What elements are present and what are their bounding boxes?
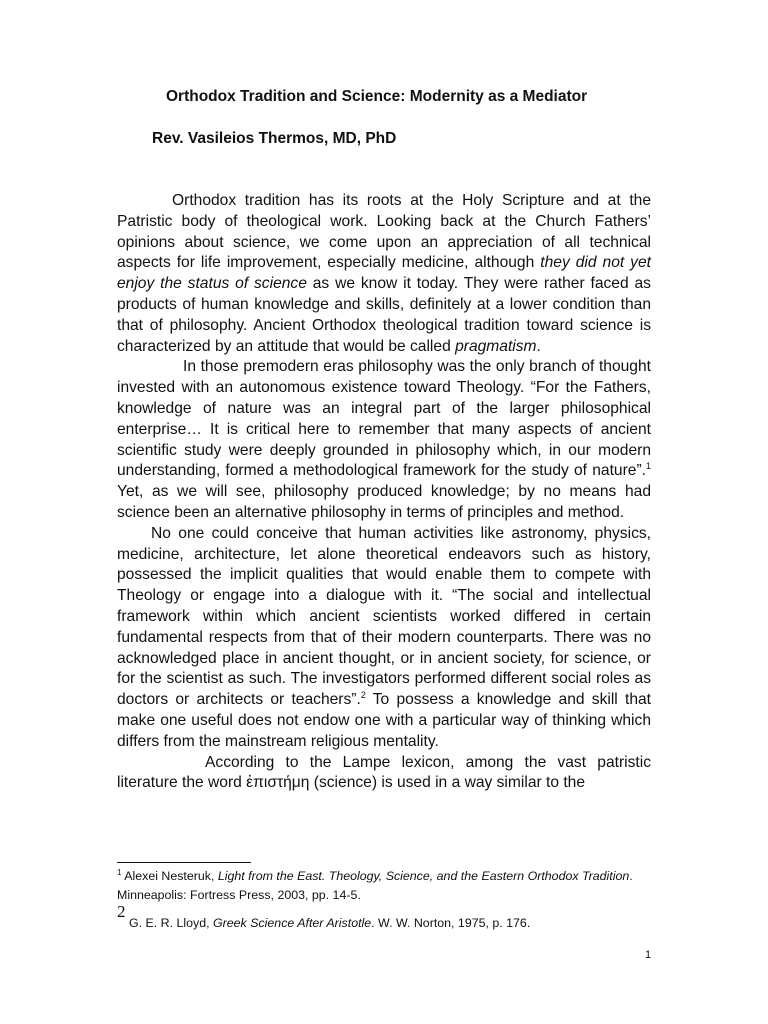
footnote-2-mark: 2 [117,902,126,921]
footnote-1-text-b: . Minneapolis: Fortress Press, 2003, pp. 14-5. [117,869,633,902]
footnote-ref-1[interactable]: 1 [645,461,651,472]
paragraph-1-italic-term: pragmatism [455,337,537,355]
paragraph-2-text-a: In those premodern eras philosophy was the only branch of thought invested with an autonomous existence toward Theology. “For the Fathers, knowledge of nature was an integral part of the larger philosophical enterprise… It is critical here to remember that many aspects of ancient scientific study were deeply grounded in philosophy which, in our modern understanding, formed a methodological framework for the study of nature”. [117,358,651,480]
paragraph-3 [117,524,651,753]
paragraph-4-text-a: According to the Lampe lexicon, among the vast patristic literature the word ἐπιστήμη (science) is used in a way similar to the [117,753,651,792]
author-line: Rev. Vasileios Thermos, MD, PhD [152,130,397,147]
paragraph-1-italic-phrase: they did not yet enjoy the status of science [117,254,651,293]
paragraph-3-text-a: No one could conceive that human activities like astronomy, physics, medicine, architecture, let alone theoretical endeavors such as history, possessed the implicit qualities that would enable them to compete with Theology or engage into a dialogue with it. “The social and intellectual framework within which ancient scientists worked differed in certain fundamental respects from that of their modern counterparts. There was no acknowledged place in ancient thought, or in ancient society, for science, or for the scientist as such. The investigators performed different social roles as doctors or architects or teachers”. [117,524,651,709]
footnote-1 [117,867,651,905]
footnote-2-book-title: Greek Science After Aristotle [213,916,372,930]
footnotes [117,867,651,905]
footnote-1-text-a: Alexei Nesteruk, [121,869,218,883]
paragraph-1-period: . [536,337,541,355]
paragraph-1-text-a: Orthodox tradition has its roots at the Holy Scripture and at the Patristic body of theological work. Looking back at the Church Fathers’ opinions about science, we come upon an appreciation of all technical aspects for life improvement, especially medicine, although [117,192,651,272]
body-text [117,191,651,794]
footnote-2-text-a: G. E. R. Lloyd, [129,916,214,930]
paragraph-2 [117,357,651,523]
footnote-separator [117,862,251,863]
footnote-1-mark: 1 [117,868,122,877]
paragraph-1-text-c: as we know it today. They were rather faced as products of human knowledge and skills, definitely at a lower condition than that of philosophy. Ancient Orthodox theological tradition toward science is characterized by an attitude that would be called [117,275,651,355]
footnote-2-text-b: . W. W. Norton, 1975, p. 176. [371,916,531,930]
page-number: 1 [645,949,652,961]
footnote-ref-2[interactable]: 2 [360,690,366,701]
paragraph-3-text-b: To possess a knowledge and skill that make one useful does not endow one with a particular way of thinking which differs from the mainstream religious mentality. [117,691,651,750]
paragraph-2-text-b: Yet, as we will see, philosophy produced knowledge; by no means had science been an alternative philosophy in terms of principles and method. [117,483,651,521]
paragraph-4 [117,753,651,795]
paragraph-1 [117,191,651,357]
footnote-2 [129,916,530,930]
document-title: Orthodox Tradition and Science: Modernity as a Mediator [166,88,588,105]
footnote-1-book-title: Light from the East. Theology, Science, and the Eastern Orthodox Tradition [217,869,630,883]
